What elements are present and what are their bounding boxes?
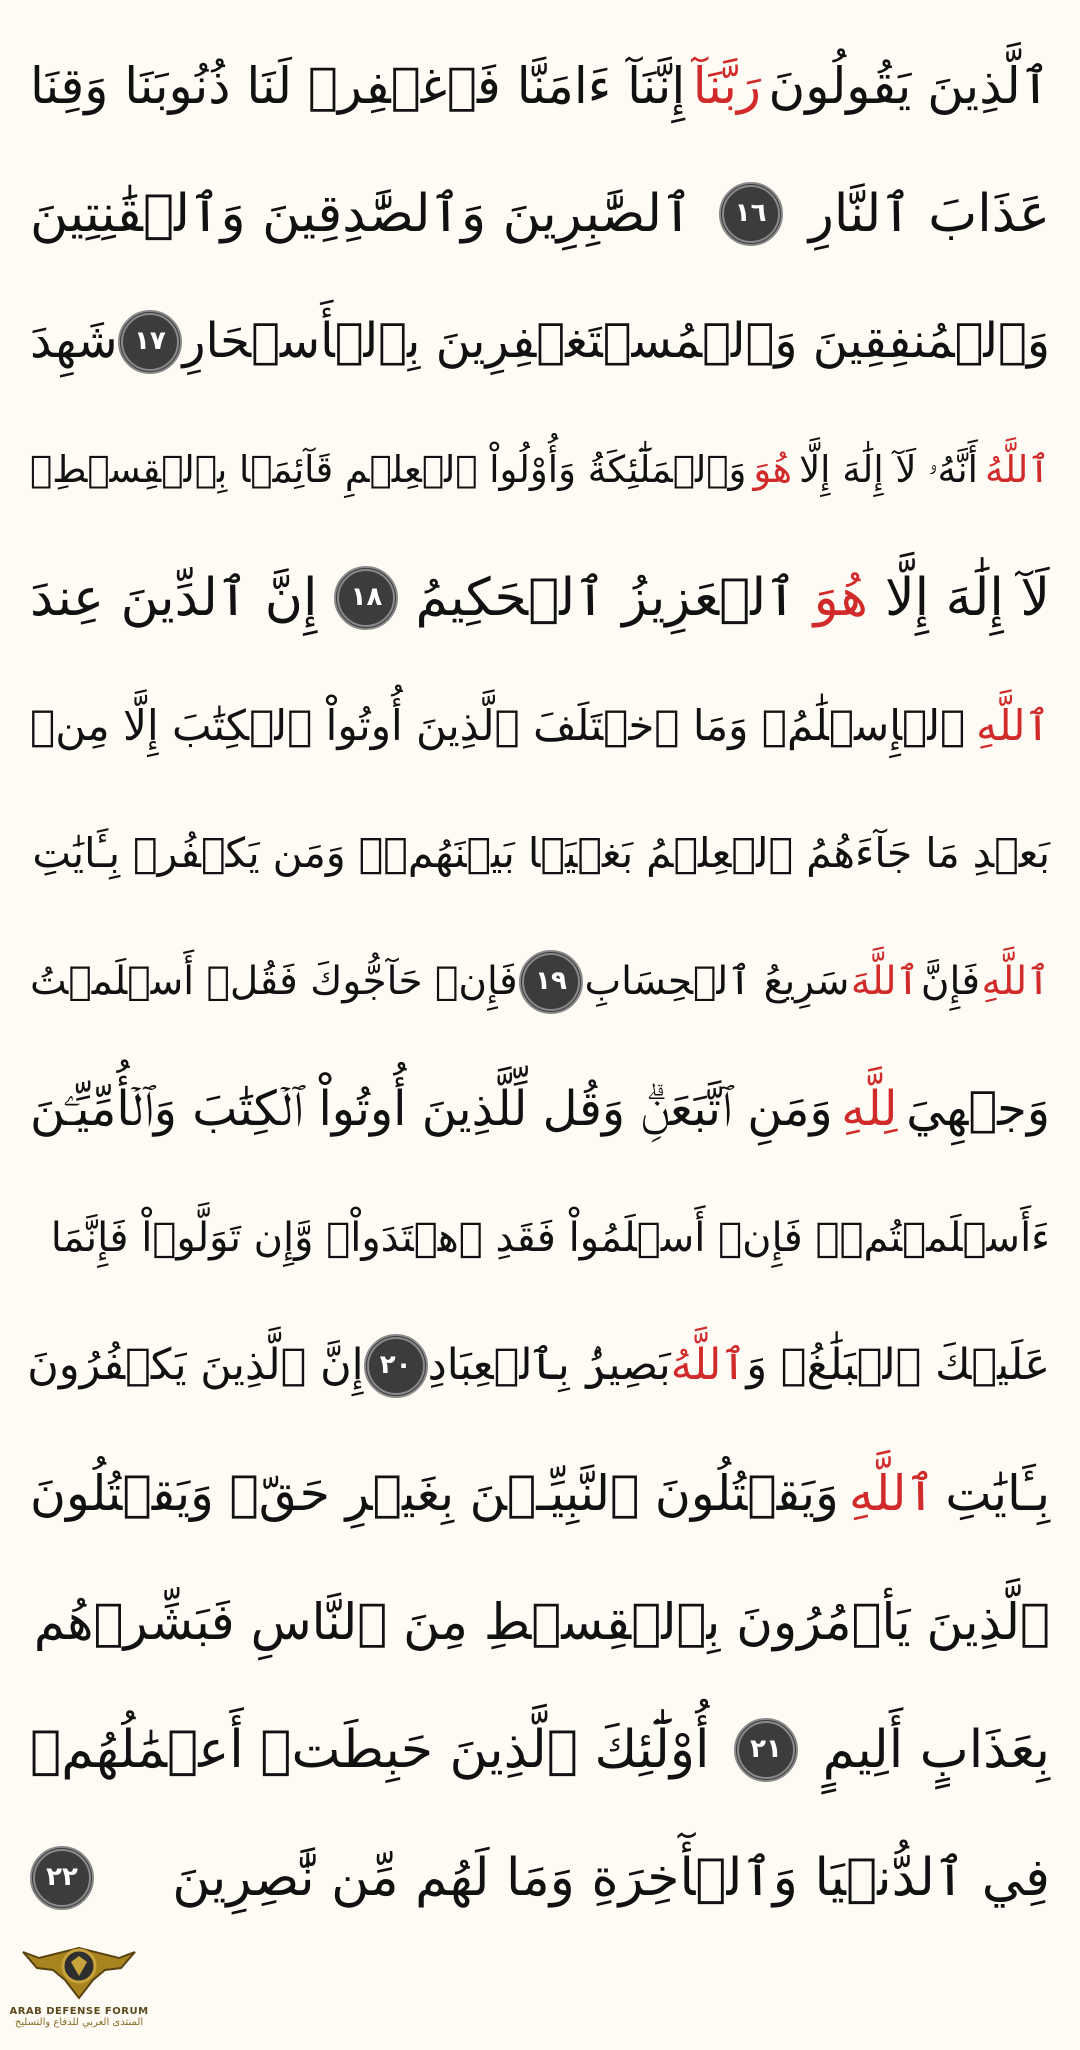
eagle-emblem-icon [19,1936,139,2006]
ayah-number-marker: ٢٠ [364,1334,428,1398]
verse-line [30,1430,1050,1558]
divine-name-text: ٱللَّهِ [981,958,1050,1004]
verse-text: ٱلَّذِينَ يَأۡمُرُونَ بِٱلۡقِسۡطِ مِنَ ٱلنَّاسِ فَبَشِّرۡهُم [33,1593,1050,1651]
verse-text: شَهِدَ [30,313,118,370]
verse-line [30,1558,1050,1686]
verse-text: ٱلۡعَزِيزُ ٱلۡحَكِيمُ [415,567,797,628]
ayah-number-marker: ١٨ [334,566,398,630]
verse-line [30,150,1050,278]
verse-text: عَلَيۡكَ ٱلۡبَلَٰغُۗ وَ [746,1340,1050,1391]
verse-text: أُوْلَٰٓئِكَ ٱلَّذِينَ حَبِطَتۡ أَعۡمَٰلُهُمۡ [30,1719,710,1780]
verse-text: إِنَّ ٱلَّذِينَ يَكۡفُرُونَ [27,1340,364,1391]
verse-line [30,278,1050,406]
verse-line [30,790,1050,918]
divine-name-text: هُوَ [813,567,868,628]
divine-name-text: ٱللَّهُ [670,1340,747,1391]
verse-line [30,1814,1050,1942]
verse-text: سَرِيعُ ٱلۡحِسَابِ [584,958,850,1004]
verse-line [27,1302,1050,1430]
ayah-number-marker: ٢٢ [30,1846,94,1910]
verse-line [30,918,1050,1046]
verse-text: وَٱلۡمَلَٰٓئِكَةُ وَأُوْلُواْ ٱلۡعِلۡمِ قَآئِمَۢا بِٱلۡقِسۡطِۚ [30,447,747,491]
divine-name-text: ٱللَّهَ [850,958,920,1004]
verse-text: ٱلَّذِينَ يَقُولُونَ [768,57,1050,115]
forum-watermark [4,1936,154,2046]
verse-text: بِعَذَابٍ أَلِيمٍ [822,1719,1050,1780]
verse-text: لَآ إِلَٰهَ إِلَّا [885,567,1050,628]
verse-text: ٱلصَّٰبِرِينَ وَٱلصَّٰدِقِينَ وَٱلۡقَٰنِتِينَ [30,183,693,244]
verse-text: ءَأَسۡلَمۡتُمۡۚ فَإِنۡ أَسۡلَمُواْ فَقَدِ ٱهۡتَدَواْۖ وَّإِن تَوَلَّوۡاْ فَإِنَّمَا [50,1215,1050,1261]
verse-text: وَجۡهِيَ [906,1081,1050,1138]
verse-text: ٱلۡإِسۡلَٰمُۗ وَمَا ٱخۡتَلَفَ ٱلَّذِينَ أُوتُواْ ٱلۡكِتَٰبَ إِلَّا مِنۢ [30,700,966,750]
verse-text: وَيَقۡتُلُونَ ٱلنَّبِيِّـۧنَ بِغَيۡرِ حَقّٖ وَيَقۡتُلُونَ [30,1464,839,1522]
verse-text: بِـَٔايَٰتِ [945,1464,1050,1522]
verse-text: فَإِنَّ [920,958,980,1004]
ayah-number-marker: ٢١ [734,1718,798,1782]
verse-text: فِي ٱلدُّنۡيَا وَٱلۡأٓخِرَةِ وَمَا لَهُم مِّن نَّٰصِرِينَ [172,1847,1050,1908]
ayah-number-marker: ١٩ [519,950,583,1014]
verse-text: فَإِنۡ حَآجُّوكَ فَقُلۡ أَسۡلَمۡتُ [30,958,518,1004]
watermark-name: ARAB DEFENSE FORUM [9,2006,149,2017]
divine-name-text: رَبَّنَآ [692,57,762,115]
verse-line [30,1686,1050,1814]
watermark-subtitle: المنتدى العربي للدفاع والتسليح [14,2017,144,2028]
ayah-number-marker: ١٧ [118,310,182,374]
verse-text: بَعۡدِ مَا جَآءَهُمُ ٱلۡعِلۡمُ بَغۡيَۢا بَيۡنَهُمۡۗ وَمَن يَكۡفُرۡ بِـَٔايَٰتِ [32,829,1050,878]
verse-text: إِنَّ ٱلدِّينَ عِندَ [30,567,318,628]
divine-name-text: هُوَ [753,447,793,491]
verse-line [30,662,1050,790]
divine-name-text: ٱللَّهِ [976,700,1050,750]
verse-text: بَصِيرُۢ بِٱلۡعِبَادِ [427,1340,671,1391]
verse-text: وَمَنِ ٱتَّبَعَنِۗ وَقُل لِّلَّذِينَ أُوتُواْ ٱلۡكِتَٰبَ وَٱلۡأُمِّيِّـۧنَ [30,1081,833,1138]
divine-name-text: ٱللَّهِ [848,1464,936,1522]
verse-line [30,534,1050,662]
verse-line [30,406,1050,534]
verse-line [30,22,1050,150]
verse-line [30,1174,1050,1302]
verse-text: إِنَّنَآ ءَامَنَّا فَٱغۡفِرۡ لَنَا ذُنُوبَنَا وَقِنَا [30,57,686,115]
verse-text: وَٱلۡمُنفِقِينَ وَٱلۡمُسۡتَغۡفِرِينَ بِٱلۡأَسۡحَارِ [182,313,1050,370]
verse-text: عَذَابَ ٱلنَّارِ [808,183,1050,244]
verse-line [30,1046,1050,1174]
verse-text: أَنَّهُۥ لَآ إِلَٰهَ إِلَّا [799,447,978,491]
divine-name-text: ٱللَّهُ [984,447,1050,491]
divine-name-text: لِلَّهِ [841,1081,898,1138]
ayah-number-marker: ١٦ [719,182,783,246]
